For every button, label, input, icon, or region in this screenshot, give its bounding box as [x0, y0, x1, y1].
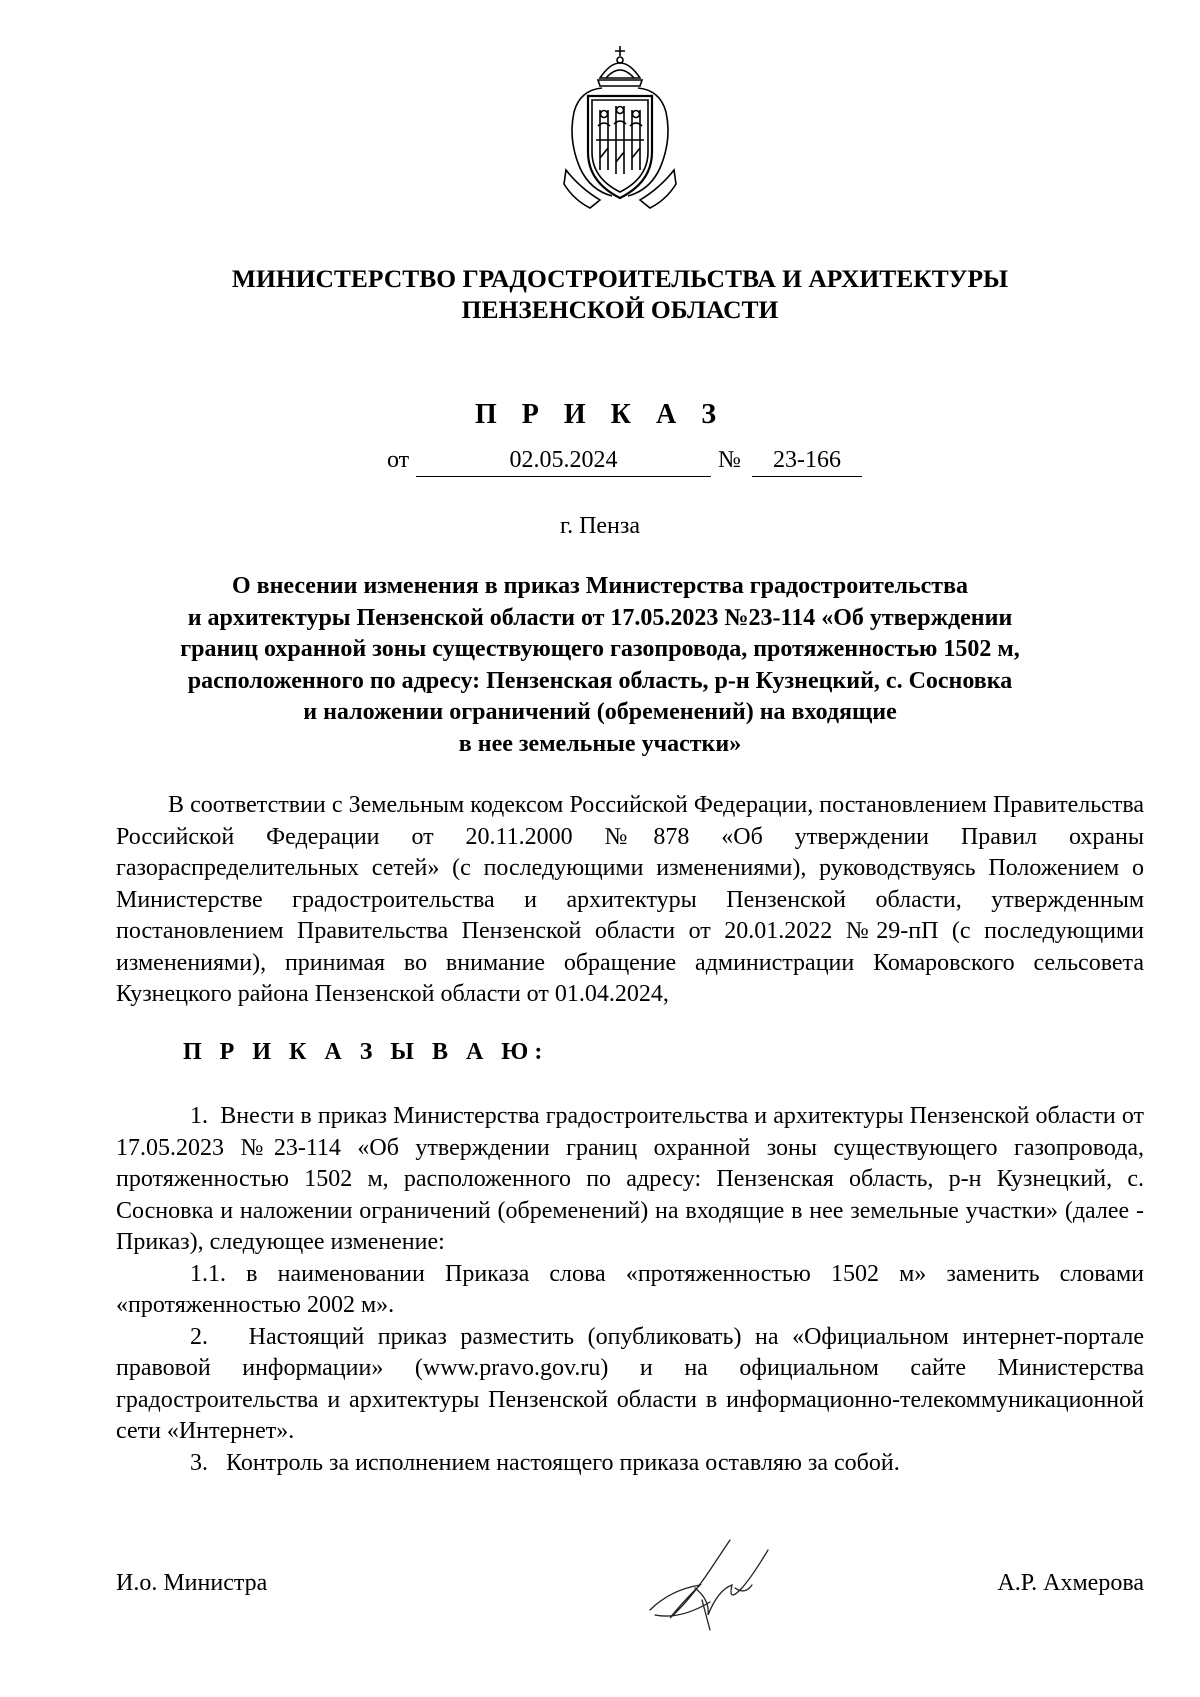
- from-label: от: [387, 447, 410, 473]
- order-item: 3. Контроль за исполнением настоящего приказа оставляю за собой.: [190, 1449, 900, 1476]
- order-item: 1.1. в наименовании Приказа слова «протяженностью 1502 м» заменить словами «протяженностью 2002 м».: [116, 1260, 1144, 1318]
- signatory-title: И.о. Министра: [116, 1570, 268, 1596]
- number-sign: №: [718, 447, 741, 473]
- subject-line: О внесении изменения в приказ Министерства градостроительства: [231, 573, 969, 599]
- ministry-name-line: ПЕНЗЕНСКОЙ ОБЛАСТИ: [461, 295, 779, 324]
- signatory-name: А.Р. Ахмерова: [997, 1570, 1144, 1596]
- order-item: 1. Внести в приказ Министерства градостроительства и архитектуры Пензенской области от 17.05.2023 №23-114 «Об утверждении границ охранной зоны существующего газопровода, протяженностью 1502 м, расположенного по адресу: Пензенская область, р-н Кузнецкий, с. Сосновка и наложении ограничений (обременений) на входящие в нее земельные участки» (далее - Приказ), следующее изменение:: [116, 1103, 1144, 1255]
- subject-line: границ охранной зоны существующего газопровода, протяженностью 1502 м,: [180, 636, 1020, 662]
- order-item: 2. Настоящий приказ разместить (опубликовать) на «Официальном интернет-портале правовой информации» (www.pravo.gov.ru) и на официальном сайте Министерства градостроительства и архитектуры Пензенской области в информационно-телекоммуникационной сети «Интернет».: [116, 1323, 1144, 1444]
- document-subject: [120, 571, 1080, 760]
- city: г. Пенза: [559, 513, 641, 539]
- preamble: [116, 790, 1144, 1011]
- subject-line: и наложении ограничений (обременений) на входящие: [303, 699, 897, 725]
- order-word: П Р И К А З Ы В А Ю:: [183, 1039, 549, 1065]
- date-number-line: [0, 447, 1200, 481]
- preamble-paragraph: В соответствии с Земельным кодексом Российской Федерации, постановлением Правительства Российской Федерации от 20.11.2000 №878 «Об утверждении Правил охраны газораспределительных сетей» (с последующими изменениями), руководствуясь Положением о Министерстве градостроительства и архитектуры Пензенской области, утвержденным постановлением Правительства Пензенской области от 20.01.2022 №29-пП (с последующими изменениями), принимая во внимание обращение администрации Комаровского сельсовета Кузнецкого района Пензенской области от 01.04.2024,: [116, 792, 1144, 1007]
- handwritten-signature: [640, 1530, 780, 1635]
- document-type: П Р И К А З: [475, 399, 725, 430]
- subject-line: расположенного по адресу: Пензенская область, р-н Кузнецкий, с. Сосновка: [187, 667, 1013, 694]
- document-date: 02.05.2024: [416, 447, 711, 477]
- order-items: [116, 1101, 1144, 1479]
- ministry-name: [120, 263, 1120, 325]
- ministry-name-line: МИНИСТЕРСТВО ГРАДОСТРОИТЕЛЬСТВА И АРХИТЕКТУРЫ: [231, 264, 1009, 293]
- document-number: 23-166: [752, 447, 862, 477]
- subject-line: в нее земельные участки»: [458, 730, 742, 757]
- coat-of-arms-icon: [560, 40, 680, 215]
- subject-line: и архитектуры Пензенской области от 17.05.2023 №23-114 «Об утверждении: [187, 604, 1013, 631]
